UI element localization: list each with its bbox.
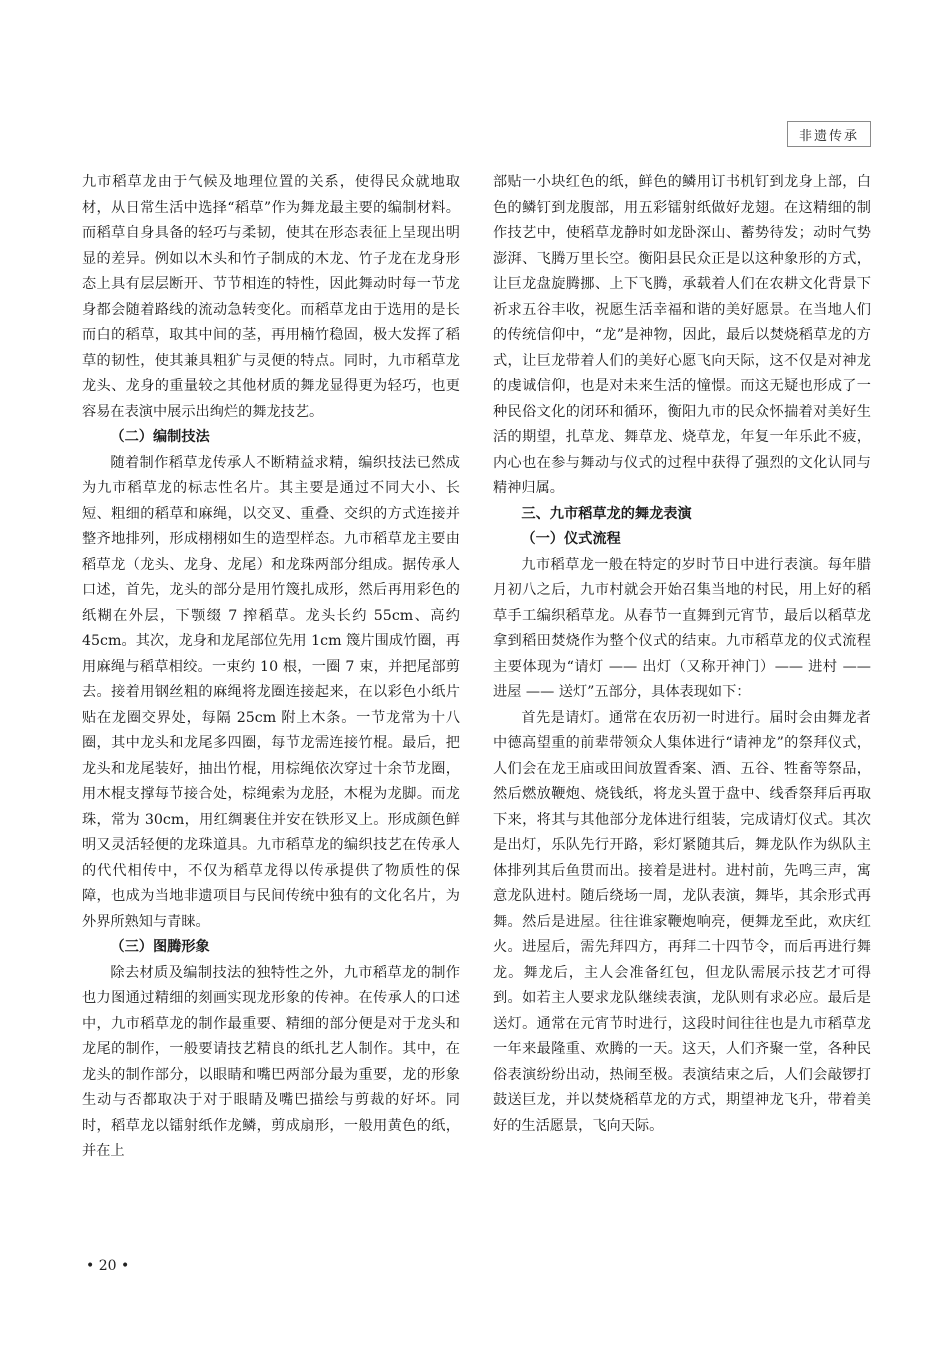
paragraph: 首先是请灯。通常在农历初一时进行。届时会由舞龙者中德高望重的前辈带领众人集体进行“请神龙”的祭拜仪式，人们会在龙王庙或田间放置香案、酒、五谷、牲畜等祭品，然后燃放鞭炮、烧钱纸，将龙头置于盘中、线香祭拜后再取下来，将其与其他部分龙体进行组装，完成请灯仪式。其次是出灯，乐队先行开路，彩灯紧随其后，舞龙队作为纵队主体排列其后鱼贯而出。接着是进村。进村前，先鸣三声，寓意龙队进村。随后绕场一周，龙队表演，舞毕，其余形式再舞。然后是进屋。往往谁家鞭炮响亮，便舞龙至此，欢庆红火。进屋后，需先拜四方，再拜二十四节令，而后再进行舞龙。舞龙后，主人会准备红包，但龙队需展示技艺才可得到。如若主人要求龙队继续表演，龙队则有求必应。最后是送灯。通常在元宵节时进行，这段时间往往也是九市稻草龙一年来最隆重、欢腾的一天。这天，人们齐聚一堂，各种民俗表演纷纷出动，热闹至极。表演结束之后，人们会敲锣打鼓送巨龙，并以焚烧稻草龙的方式，期望神龙飞升，带着美好的生活愿景，飞向天际。 — [493, 709, 871, 1134]
subsection-heading: （二）编制技法 — [110, 429, 210, 445]
section-heading: 三、九市稻草龙的舞龙表演 — [521, 505, 692, 522]
left-column — [82, 170, 460, 1165]
subsection-heading: （三）图腾形象 — [110, 939, 210, 955]
paragraph: 除去材质及编制技法的独特性之外，九市稻草龙的制作也力图通过精细的刻画实现龙形象的传神。在传承人的口述中，九市稻草龙的制作最重要、精细的部分便是对于龙头和龙尾的制作，一般要请技艺精良的纸扎艺人制作。其中，在龙头的制作部分，以眼睛和嘴巴两部分最为重要，龙的形象生动与否都取决于对于眼睛及嘴巴描绘与剪裁的好坏。同时，稻草龙以镭射纸作龙鳞，剪成扇形，一般用黄色的纸，并在上 — [82, 964, 460, 1159]
column-tag: 非遗传承 — [787, 121, 871, 147]
page-number: • 20 • — [86, 1258, 130, 1274]
right-column — [493, 170, 871, 1139]
paragraph: 九市稻草龙由于气候及地理位置的关系，使得民众就地取材，从日常生活中选择“稻草”作为舞龙最主要的编制材料。而稻草自身具备的轻巧与柔韧，使其在形态表征上呈现出明显的差异。例如以木头和竹子制成的木龙、竹子龙在龙身形态上具有层层断开、节节相连的特性，因此舞动时每一节龙身都会随着路线的流动急转变化。而稻草龙由于选用的是长而白的稻草，取其中间的茎，再用楠竹稳固，极大发挥了稻草的韧性，使其兼具粗犷与灵便的特点。同时，九市稻草龙龙头、龙身的重量较之其他材质的舞龙显得更为轻巧，也更容易在表演中展示出绚烂的舞龙技艺。 — [82, 174, 460, 420]
paragraph: 九市稻草龙一般在特定的岁时节日中进行表演。每年腊月初八之后，九市村就会开始召集当地的村民，用上好的稻草手工编织稻草龙。从春节一直舞到元宵节，最后以稻草龙拿到稻田焚烧作为整个仪式的结束。九市稻草龙的仪式流程主要体现为“请灯 —— 出灯（又称开神门）—— 进村 —— 进屋 —— 送灯”五部分，具体表现如下： — [493, 556, 871, 700]
paragraph: 随着制作稻草龙传承人不断精益求精，编织技法已然成为九市稻草龙的标志性名片。其主要是通过不同大小、长短、粗细的稻草和麻绳，以交叉、重叠、交织的方式连接并整齐地排列，形成栩栩如生的造型样态。九市稻草龙主要由稻草龙（龙头、龙身、龙尾）和龙珠两部分组成。据传承人口述，首先，龙头的部分是用竹篾扎成形，然后再用彩色的纸糊在外层，下颚缀 7 搾稻草。龙头长约 55cm、高约 45cm。其次，龙身和龙尾部位先用 1cm 篾片围成竹圈，再用麻绳与稻草相绞。一束约 10 根，一圈 7 束，并把尾部剪去。接着用钢丝粗的麻绳将龙圈连接起来，在以彩色小纸片贴在龙圈交界处，每隔 25cm 附上木条。一节龙常为十八圈，其中龙头和龙尾多四圈，每节龙需连接竹棍。最后，把龙头和龙尾装好，抽出竹棍，用棕绳依次穿过十余节龙圈，用木棍支撑每节接合处，棕绳索为龙胫，木棍为龙脚。而龙珠，常为 30cm，用红绸裹住并安在铁形叉上。形成颜色鲜明又灵活轻便的龙珠道具。九市稻草龙的编织技艺在传承人的代代相传中，不仅为稻草龙得以传承提供了物质性的保障，也成为当地非遗项目与民间传统中独有的文化名片，为外界所熟知与青睐。 — [82, 454, 460, 930]
subsection-heading: （一）仪式流程 — [521, 531, 621, 547]
paragraph: 部贴一小块红色的纸，鲜色的鳞用订书机钉到龙身上部，白色的鳞钉到龙腹部，用五彩镭射纸做好龙翅。在这精细的制作技艺中，使稻草龙静时如龙卧深山、蓄势待发；动时气势澎湃、飞腾万里长空。衡阳县民众正是以这种象形的方式，让巨龙盘旋腾挪、上下飞腾，承载着人们在农耕文化背景下祈求五谷丰收，祝愿生活幸福和谐的美好愿景。在当地人们的传统信仰中，“龙”是神物，因此，最后以焚烧稻草龙的方式，让巨龙带着人们的美好心愿飞向天际，这不仅是对神龙的虔诚信仰，也是对未来生活的憧憬。而这无疑也形成了一种民俗文化的闭环和循环，衡阳九市的民众怀揣着对美好生活的期望，扎草龙、舞草龙、烧草龙，年复一年乐此不疲，内心也在参与舞动与仪式的过程中获得了强烈的文化认同与精神归属。 — [493, 174, 871, 496]
